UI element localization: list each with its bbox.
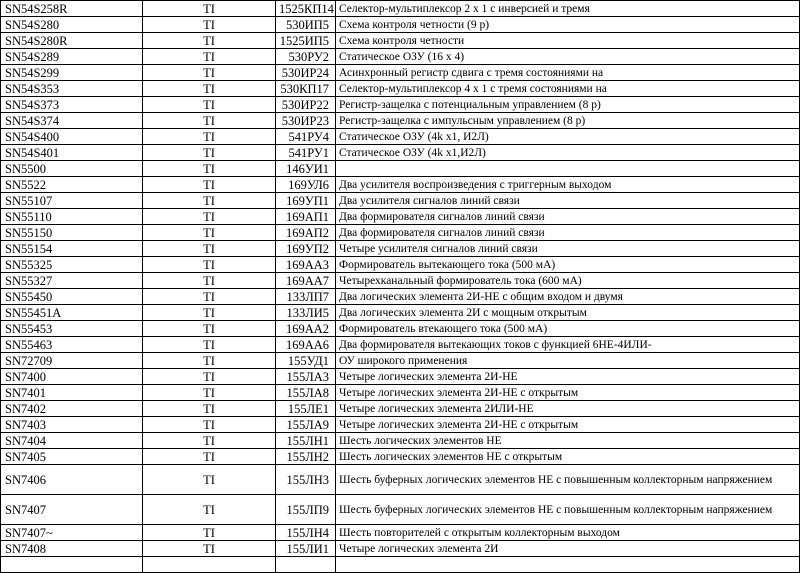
manufacturer-cell: TI [143, 81, 276, 97]
analog-cell: 133ЛИ5 [276, 305, 336, 321]
description-cell: Асинхронный регистр сдвига с тремя состояниями на [336, 65, 800, 81]
table-row [1, 81, 800, 97]
analog-cell: 169АА3 [276, 257, 336, 273]
manufacturer-cell: TI [143, 49, 276, 65]
analog-cell: 155ЛЕ1 [276, 401, 336, 417]
table-row [1, 129, 800, 145]
description-cell: ОУ широкого применения [336, 353, 800, 369]
analog-cell: 169АП1 [276, 209, 336, 225]
manufacturer-cell: TI [143, 65, 276, 81]
manufacturer-cell: TI [143, 337, 276, 353]
analog-cell: 155ЛИ1 [276, 541, 336, 557]
part-number-cell: SN55110 [1, 209, 143, 225]
description-cell: Два логических элемента 2И с мощным открытым [336, 305, 800, 321]
description-cell: Формирователь втекающего тока (500 мА) [336, 321, 800, 337]
analog-cell: 541РУ4 [276, 129, 336, 145]
part-number-cell: SN55327 [1, 273, 143, 289]
part-number-cell: SN72709 [1, 353, 143, 369]
analog-cell: 530ИР22 [276, 97, 336, 113]
table-row [1, 17, 800, 33]
description-cell: Статическое ОЗУ (4k х1,И2Л) [336, 145, 800, 161]
analog-cell: 155ЛН2 [276, 449, 336, 465]
manufacturer-cell: TI [143, 1, 276, 17]
description-cell: Шесть логических элементов НЕ [336, 433, 800, 449]
description-cell: Два усилителя воспроизведения с триггерным выходом [336, 177, 800, 193]
manufacturer-cell: TI [143, 449, 276, 465]
table-row [1, 465, 800, 495]
part-number-cell: SN55463 [1, 337, 143, 353]
manufacturer-cell: TI [143, 433, 276, 449]
table-row [1, 1, 800, 17]
analog-cell: 155ЛН3 [276, 465, 336, 495]
part-number-cell: SN5522 [1, 177, 143, 193]
manufacturer-cell: TI [143, 97, 276, 113]
manufacturer-cell: TI [143, 417, 276, 433]
description-cell: Шесть буферных логических элементов НЕ с повышенным коллекторным напряжением [336, 495, 800, 525]
analog-cell: 541РУ1 [276, 145, 336, 161]
description-cell: Два усилителя сигналов линий связи [336, 193, 800, 209]
analog-cell: 169АА2 [276, 321, 336, 337]
part-number-cell: SN55154 [1, 241, 143, 257]
description-cell: Четыре логических элемента 2ИЛИ-НЕ [336, 401, 800, 417]
table-row [1, 97, 800, 113]
part-number-cell: SN7407~ [1, 525, 143, 541]
analog-cell: 169УП1 [276, 193, 336, 209]
manufacturer-cell: TI [143, 17, 276, 33]
manufacturer-cell: TI [143, 541, 276, 557]
part-number-cell: SN7408 [1, 541, 143, 557]
part-number-cell: SN55107 [1, 193, 143, 209]
part-number-cell: SN54S353 [1, 81, 143, 97]
description-cell: Шесть буферных логических элементов НЕ с повышенным коллекторным напряжением [336, 465, 800, 495]
table-row [1, 113, 800, 129]
table-row [1, 525, 800, 541]
analog-cell: 530КП17 [276, 81, 336, 97]
part-number-cell: SN7404 [1, 433, 143, 449]
manufacturer-cell: TI [143, 241, 276, 257]
description-cell [336, 161, 800, 177]
part-number-cell: SN7406 [1, 465, 143, 495]
part-number-cell: SN54S373 [1, 97, 143, 113]
description-cell: Селектор-мультиплексор 4 х 1 с тремя состояниями на [336, 81, 800, 97]
part-number-cell: SN54S280 [1, 17, 143, 33]
analog-cell: 169АП2 [276, 225, 336, 241]
description-cell: Четыре логических элемента 2И-НЕ с открытым [336, 417, 800, 433]
table-row [1, 449, 800, 465]
table-row [1, 65, 800, 81]
table-row [1, 33, 800, 49]
description-cell: Селектор-мультиплексор 2 х 1 с инверсией и тремя [336, 1, 800, 17]
part-number-cell: SN7402 [1, 401, 143, 417]
manufacturer-cell: TI [143, 465, 276, 495]
description-cell: Схема контроля четности (9 р) [336, 17, 800, 33]
table-row [1, 401, 800, 417]
manufacturer-cell: TI [143, 401, 276, 417]
table-body [1, 1, 800, 573]
table-row [1, 337, 800, 353]
part-number-cell: SN7407 [1, 495, 143, 525]
description-cell: Четыре усилителя сигналов линий связи [336, 241, 800, 257]
description-cell: Регистр-защелка с импульсным управлением (8 р) [336, 113, 800, 129]
manufacturer-cell: TI [143, 273, 276, 289]
description-cell: Шесть логических элементов НЕ с открытым [336, 449, 800, 465]
description-cell: Статическое ОЗУ (4k х1, И2Л) [336, 129, 800, 145]
manufacturer-cell: TI [143, 385, 276, 401]
part-number-cell: SN55150 [1, 225, 143, 241]
manufacturer-cell: TI [143, 225, 276, 241]
part-number-cell: SN54S400 [1, 129, 143, 145]
analog-cell: 530ИР24 [276, 65, 336, 81]
manufacturer-cell: TI [143, 193, 276, 209]
analog-cell [276, 557, 336, 573]
table-row [1, 495, 800, 525]
manufacturer-cell [143, 557, 276, 573]
manufacturer-cell: TI [143, 289, 276, 305]
part-number-cell: SN55453 [1, 321, 143, 337]
part-number-cell: SN54S374 [1, 113, 143, 129]
description-cell: Два формирователя сигналов линий связи [336, 209, 800, 225]
manufacturer-cell: TI [143, 369, 276, 385]
part-number-cell: SN54S401 [1, 145, 143, 161]
manufacturer-cell: TI [143, 113, 276, 129]
description-cell: Четыре логических элемента 2И [336, 541, 800, 557]
description-cell: Четырехканальный формирователь тока (600 мА) [336, 273, 800, 289]
part-number-cell: SN54S289 [1, 49, 143, 65]
description-cell: Два формирователя вытекающих токов с функцией 6НЕ-4ИЛИ- [336, 337, 800, 353]
description-cell: Четыре логических элемента 2И-НЕ [336, 369, 800, 385]
table-row [1, 49, 800, 65]
analog-cell: 530РУ2 [276, 49, 336, 65]
table-row [1, 369, 800, 385]
analog-cell: 133ЛП7 [276, 289, 336, 305]
analog-cell: 155ЛА8 [276, 385, 336, 401]
analog-cell: 169АА6 [276, 337, 336, 353]
part-number-cell: SN7403 [1, 417, 143, 433]
analog-cell: 155ЛП9 [276, 495, 336, 525]
part-number-cell: SN5500 [1, 161, 143, 177]
description-cell: Формирователь вытекающего тока (500 мА) [336, 257, 800, 273]
analog-cell: 530ИП5 [276, 17, 336, 33]
manufacturer-cell: TI [143, 495, 276, 525]
table-row [1, 385, 800, 401]
manufacturer-cell: TI [143, 305, 276, 321]
analog-cell: 530ИР23 [276, 113, 336, 129]
manufacturer-cell: TI [143, 257, 276, 273]
part-number-cell: SN55450 [1, 289, 143, 305]
table-row [1, 273, 800, 289]
part-number-cell: SN7405 [1, 449, 143, 465]
part-number-cell [1, 557, 143, 573]
description-cell: Шесть повторителей с открытым коллекторным выходом [336, 525, 800, 541]
part-number-cell: SN54S280R [1, 33, 143, 49]
table-row [1, 289, 800, 305]
table-row [1, 321, 800, 337]
analog-cell: 169УЛ6 [276, 177, 336, 193]
description-cell: Два формирователя сигналов линий связи [336, 225, 800, 241]
description-cell [336, 557, 800, 573]
description-cell: Четыре логических элемента 2И-НЕ с открытым [336, 385, 800, 401]
table-row [1, 353, 800, 369]
manufacturer-cell: TI [143, 321, 276, 337]
table-row [1, 417, 800, 433]
table-row [1, 161, 800, 177]
manufacturer-cell: TI [143, 145, 276, 161]
part-number-cell: SN54S299 [1, 65, 143, 81]
part-number-cell: SN54S258R [1, 1, 143, 17]
analog-cell: 1525КП14 [276, 1, 336, 17]
analog-cell: 155ЛН4 [276, 525, 336, 541]
part-number-cell: SN55451A [1, 305, 143, 321]
table-row [1, 225, 800, 241]
part-number-cell: SN55325 [1, 257, 143, 273]
table-row [1, 177, 800, 193]
table-row [1, 193, 800, 209]
table-row [1, 209, 800, 225]
manufacturer-cell: TI [143, 33, 276, 49]
part-number-cell: SN7400 [1, 369, 143, 385]
analog-cell: 155ЛА3 [276, 369, 336, 385]
description-cell: Статическое ОЗУ (16 х 4) [336, 49, 800, 65]
description-cell: Схема контроля четности [336, 33, 800, 49]
manufacturer-cell: TI [143, 525, 276, 541]
analog-cell: 146УИ1 [276, 161, 336, 177]
table-row [1, 541, 800, 557]
table-row [1, 305, 800, 321]
analog-cell: 169УП2 [276, 241, 336, 257]
table-row [1, 145, 800, 161]
analog-cell: 155ЛА9 [276, 417, 336, 433]
analog-cell: 155УД1 [276, 353, 336, 369]
table-row [1, 257, 800, 273]
description-cell: Регистр-защелка с потенциальным управлением (8 р) [336, 97, 800, 113]
table-row [1, 433, 800, 449]
part-number-cell: SN7401 [1, 385, 143, 401]
analog-cell: 169АА7 [276, 273, 336, 289]
manufacturer-cell: TI [143, 161, 276, 177]
manufacturer-cell: TI [143, 129, 276, 145]
table-row [1, 557, 800, 573]
manufacturer-cell: TI [143, 353, 276, 369]
analog-cell: 155ЛН1 [276, 433, 336, 449]
analog-cell: 1525ИП5 [276, 33, 336, 49]
manufacturer-cell: TI [143, 209, 276, 225]
manufacturer-cell: TI [143, 177, 276, 193]
description-cell: Два логических элемента 2И-НЕ с общим входом и двумя [336, 289, 800, 305]
table-row [1, 241, 800, 257]
